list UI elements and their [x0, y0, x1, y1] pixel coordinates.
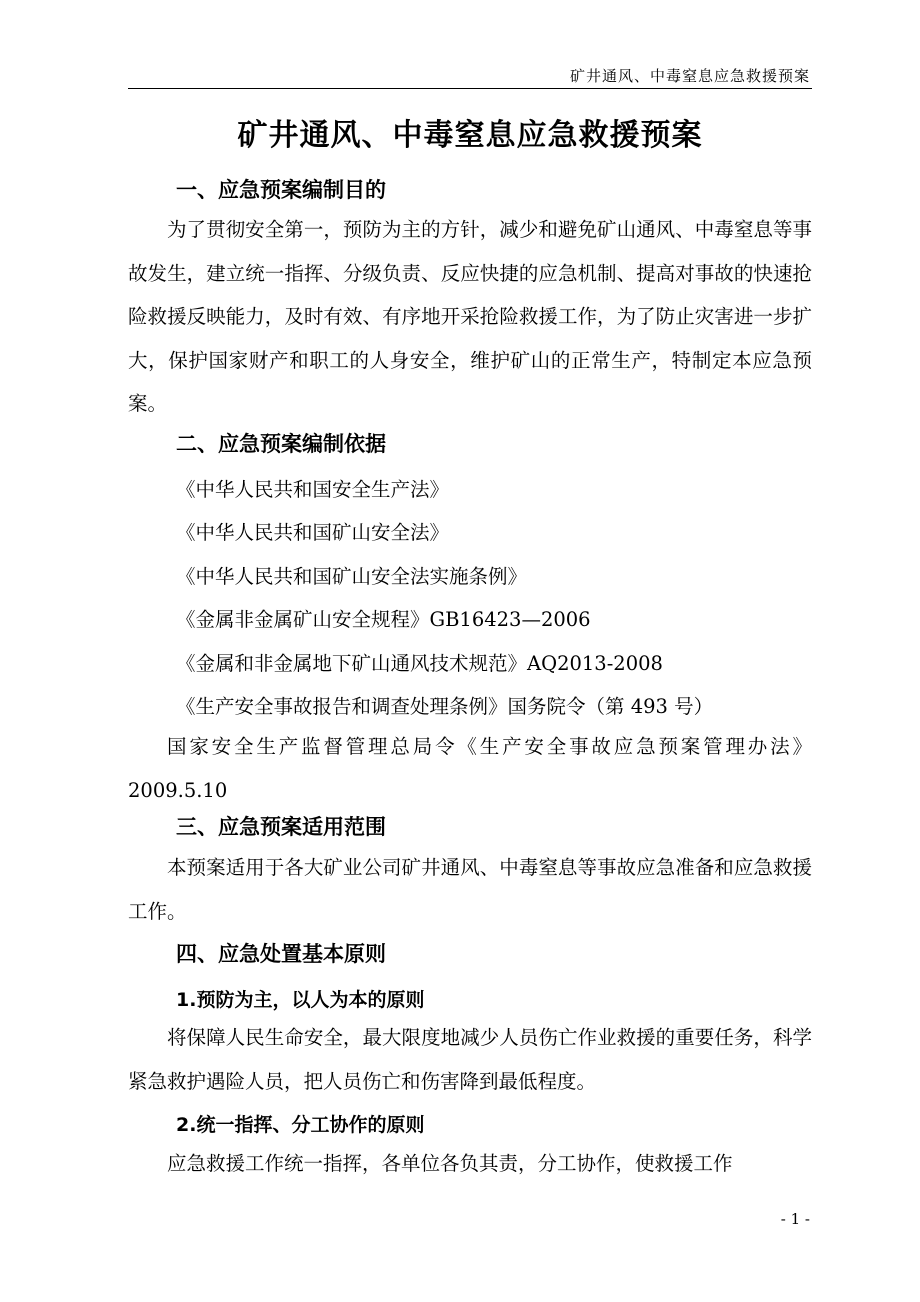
subsection-2-heading: 2.统一指挥、分工协作的原则	[176, 1114, 425, 1136]
reference-item: 《生产安全事故报告和调查处理条例》国务院令（第 493 号）	[176, 695, 714, 718]
running-header: 矿井通风、中毒窒息应急救援预案	[569, 67, 810, 85]
section-3-paragraph: 本预案适用于各大矿业公司矿井通风、中毒窒息等事故应急准备和应急救援工作。	[128, 856, 812, 923]
reference-item: 《金属和非金属地下矿山通风技术规范》AQ2013-2008	[176, 652, 663, 675]
page-number: - 1 -	[780, 1210, 810, 1228]
section-1-paragraph: 为了贯彻安全第一，预防为主的方针，减少和避免矿山通风、中毒窒息等事故发生，建立统一指挥、分级负责、反应快捷的应急机制、提高对事故的快速抢险救援反映能力，及时有效、有序地开采抢险救援工作，为了防止灾害进一步扩大，保护国家财产和职工的人身安全，维护矿山的正常生产，特制定本应急预案。	[128, 218, 812, 416]
section-1-heading: 一、应急预案编制目的	[176, 178, 386, 202]
reference-item: 《中华人民共和国安全生产法》	[176, 478, 450, 501]
reference-item: 《金属非金属矿山安全规程》GB16423—2006	[176, 608, 591, 631]
subsection-2-paragraph: 应急救援工作统一指挥，各单位各负其责，分工协作，使救援工作	[167, 1152, 733, 1175]
reference-item: 《中华人民共和国矿山安全法实施条例》	[176, 565, 528, 588]
section-4-heading: 四、应急处置基本原则	[176, 942, 386, 966]
subsection-1-heading: 1.预防为主，以人为本的原则	[176, 989, 425, 1011]
section-2-heading: 二、应急预案编制依据	[176, 432, 386, 456]
header-rule	[128, 88, 812, 89]
section-2-paragraph: 国家安全生产监督管理总局令《生产安全事故应急预案管理办法》2009.5.10	[128, 735, 812, 802]
reference-item: 《中华人民共和国矿山安全法》	[176, 521, 450, 544]
subsection-1-paragraph: 将保障人民生命安全，最大限度地减少人员伤亡作业救援的重要任务，科学紧急救护遇险人员，把人员伤亡和伤害降到最低程度。	[128, 1026, 812, 1093]
section-3-heading: 三、应急预案适用范围	[176, 815, 386, 839]
document-title: 矿井通风、中毒窒息应急救援预案	[237, 118, 703, 153]
